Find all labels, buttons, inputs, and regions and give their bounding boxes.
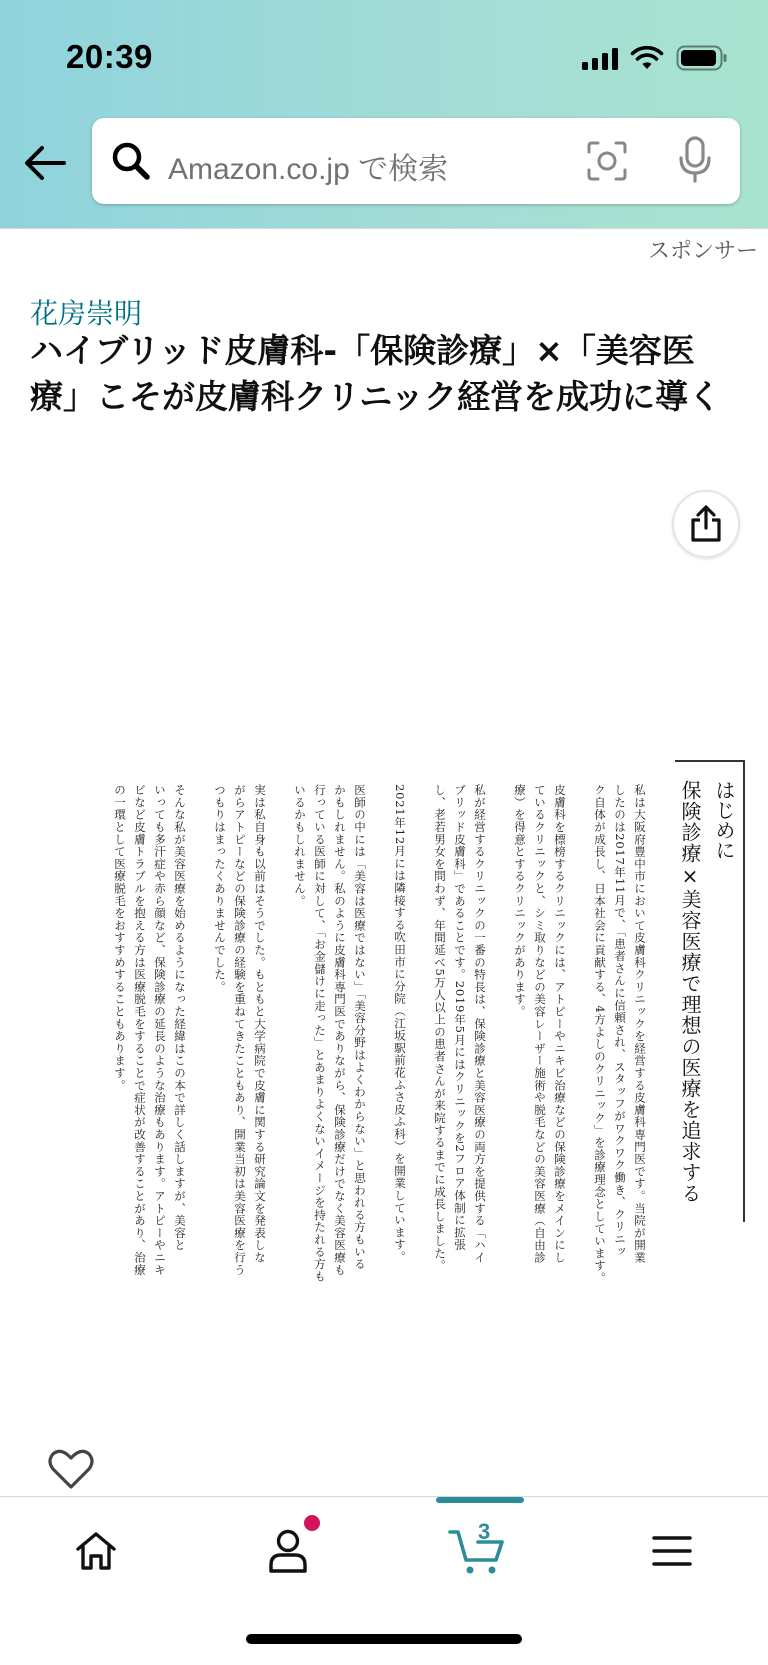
home-indicator (246, 1634, 522, 1644)
book-text-line: ブリッド皮膚科」であることです。2019年5月にはクリニックを2フロア体制に拡張 (453, 784, 467, 1251)
book-text-line: 療）を得意とするクリニックがあります。 (513, 784, 527, 1018)
status-time: 20:39 (66, 38, 153, 75)
active-tab-indicator (436, 1497, 524, 1503)
cellular-signal-icon (582, 46, 618, 70)
book-text-line: がらアトピーなどの保険診療の経験を重ねてきたこともあり、開業当初は美容医療を行う (233, 784, 247, 1276)
book-text-line: ビなど皮膚トラブルを抱える方は医療脱毛をすることで症状が改善することがあり、治療 (133, 784, 147, 1276)
book-text-line: し、老若男女を問わず、年間延べ5万人以上の患者さんが来院するまでに成長しました。 (433, 784, 447, 1272)
search-input[interactable] (92, 118, 740, 204)
back-arrow-icon (24, 145, 66, 181)
app-header (0, 0, 768, 229)
battery-icon (676, 45, 728, 71)
home-icon (74, 1530, 118, 1572)
wifi-icon (630, 45, 664, 71)
book-text-line: つもりはまったくありませんでした。 (213, 784, 227, 994)
author-link[interactable]: 花房崇明 (30, 298, 143, 329)
book-text-line: かもしれません。私のように皮膚科専門医でありながら、保険診療だけでなく美容医療も (333, 784, 347, 1276)
book-text-line: ているクリニックと、シミ取りなどの美容レーザー施術や脱毛などの美容医療（自由診 (533, 784, 547, 1264)
sponsored-label: スポンサー (647, 238, 758, 263)
status-icons (582, 44, 728, 72)
share-icon (689, 505, 723, 543)
book-text-line: 医師の中には「美容は医療ではない」「美容分野はよくわからない」と思われる方もいる (353, 784, 367, 1271)
book-text-line: ク自体が成長し、日本社会に貢献する、4方よしのクリニック」を診療理念としています。 (593, 784, 607, 1285)
product-title[interactable]: ハイブリッド皮膚科-「保険診療」×「美容医療」こそが皮膚科クリニック経営を成功に導く (30, 331, 722, 416)
book-text-line: 私は大阪府豊中市において皮膚科クリニックを経営する皮膚科専門医です。当院が開業 (633, 784, 647, 1264)
book-text-line: 行っている医師に対して、「お金儲けに走った」とあまりよくないイメージを持たれる方も (313, 784, 327, 1283)
camera-search-icon[interactable] (586, 140, 628, 182)
notification-dot (302, 1513, 322, 1533)
chapter-heading-small: はじめに (712, 780, 736, 860)
person-icon (267, 1528, 309, 1574)
nav-home[interactable] (66, 1523, 126, 1579)
hamburger-icon (651, 1534, 693, 1568)
microphone-icon[interactable] (678, 136, 712, 184)
back-button[interactable] (22, 140, 68, 186)
book-text-line: の一環として医療脱毛をおすすめすることもあります。 (113, 784, 127, 1092)
book-text-line: いっても多汗症や赤ら顔など、保険診療の延長のような治療もあります。アトピーやニキ (153, 784, 167, 1276)
chapter-heading: 保険診療×美容医療で理想の医療を追求する (678, 780, 702, 1204)
book-text-line: 実は私自身も以前はそうでした。もともと大学病院で皮膚に関する研究論文を発表しな (253, 784, 267, 1264)
book-text-line: 皮膚科を標榜するクリニックには、アトピーやニキビ治療などの保険診療をメインにし (553, 784, 567, 1264)
nav-menu[interactable] (642, 1523, 702, 1579)
book-text-line: 私が経営するクリニックの一番の特長は、保険診療と美容医療の両方を提供する「ハイ (473, 784, 487, 1264)
book-page-preview[interactable] (0, 740, 768, 1285)
cart-count-badge: 3 (478, 1519, 491, 1544)
book-text-line: したのは2017年11月で、「患者さんに信頼され、スタッフがワクワク働き、クリニッ (613, 784, 627, 1258)
book-text-line: そんな私が美容医療を始めるようになった経緯はこの本で詳しく話しますが、美容と (173, 784, 187, 1252)
heart-icon[interactable] (48, 1448, 94, 1490)
book-text-line: いるかもしれません。 (293, 784, 307, 907)
search-placeholder: Amazon.co.jp で検索 (168, 153, 449, 186)
book-text-line: 2021年12月には隣接する吹田市に分院（江坂駅前花ふさ皮ふ科）を開業しています。 (393, 784, 407, 1264)
share-button[interactable] (672, 490, 740, 558)
search-icon (110, 140, 152, 182)
